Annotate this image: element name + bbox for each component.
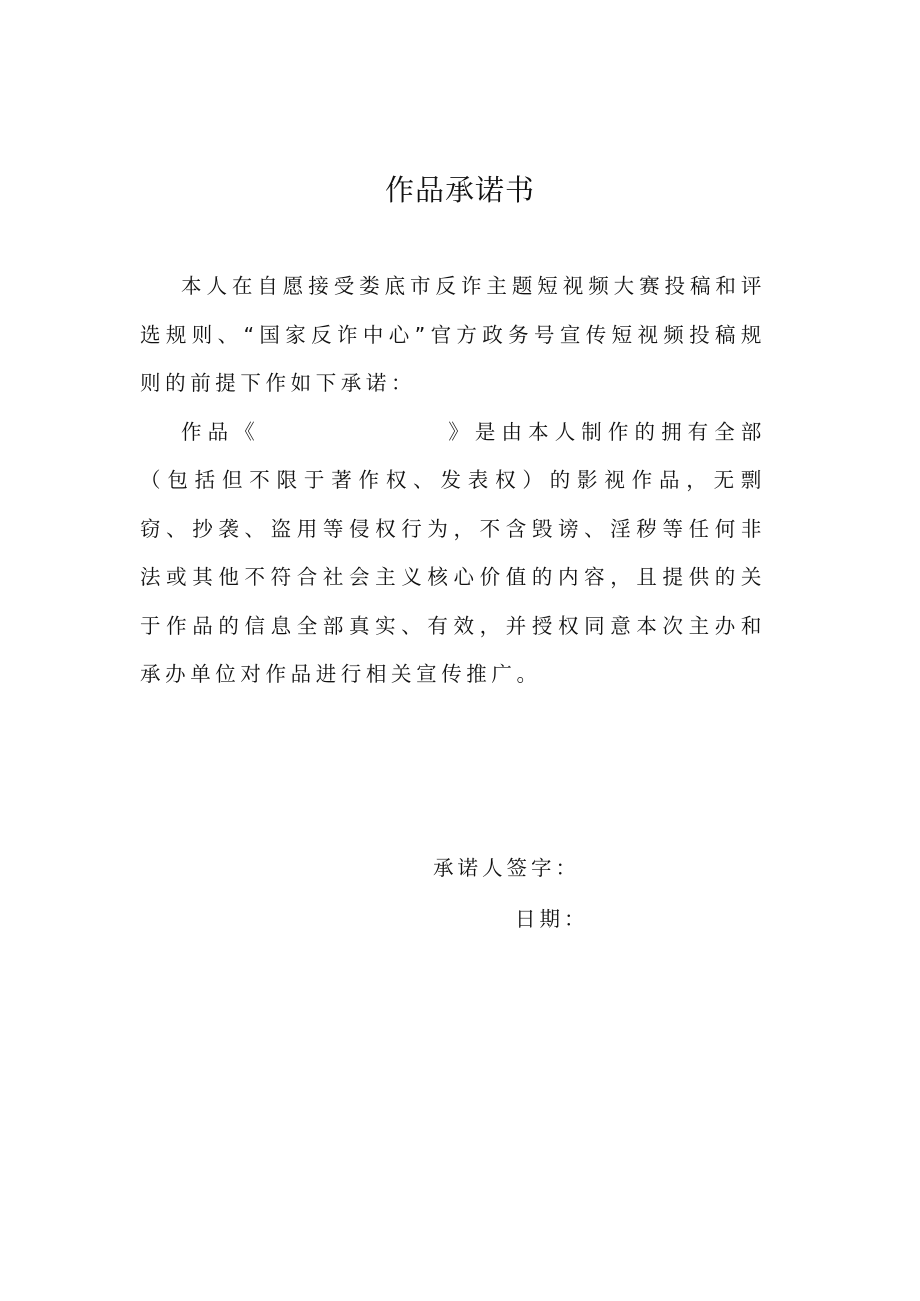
document-body bbox=[140, 262, 766, 699]
date-label: 日期： bbox=[515, 907, 589, 931]
work-title-open: 作品《 bbox=[181, 419, 261, 444]
paragraph-intro: 本人在自愿接受娄底市反诈主题短视频大赛投稿和评选规则、“国家反诈中心”官方政务号宣传短视频投稿规则的前提下作如下承诺： bbox=[140, 274, 766, 395]
commitment-text: 》是由本人制作的拥有全部（包括但不限于著作权、发表权）的影视作品，无剽窃、抄袭、盗用等侵权行为，不含毁谤、淫秽等任何非法或其他不符合社会主义核心价值的内容，且提供的关于作品的信息全部真实、有效，并授权同意本次主办和承办单位对作品进行相关宣传推广。 bbox=[140, 419, 766, 686]
paragraph-commitment bbox=[140, 408, 766, 699]
document-title: 作品承诺书 bbox=[384, 173, 535, 207]
signature-label: 承诺人签字： bbox=[433, 856, 580, 880]
